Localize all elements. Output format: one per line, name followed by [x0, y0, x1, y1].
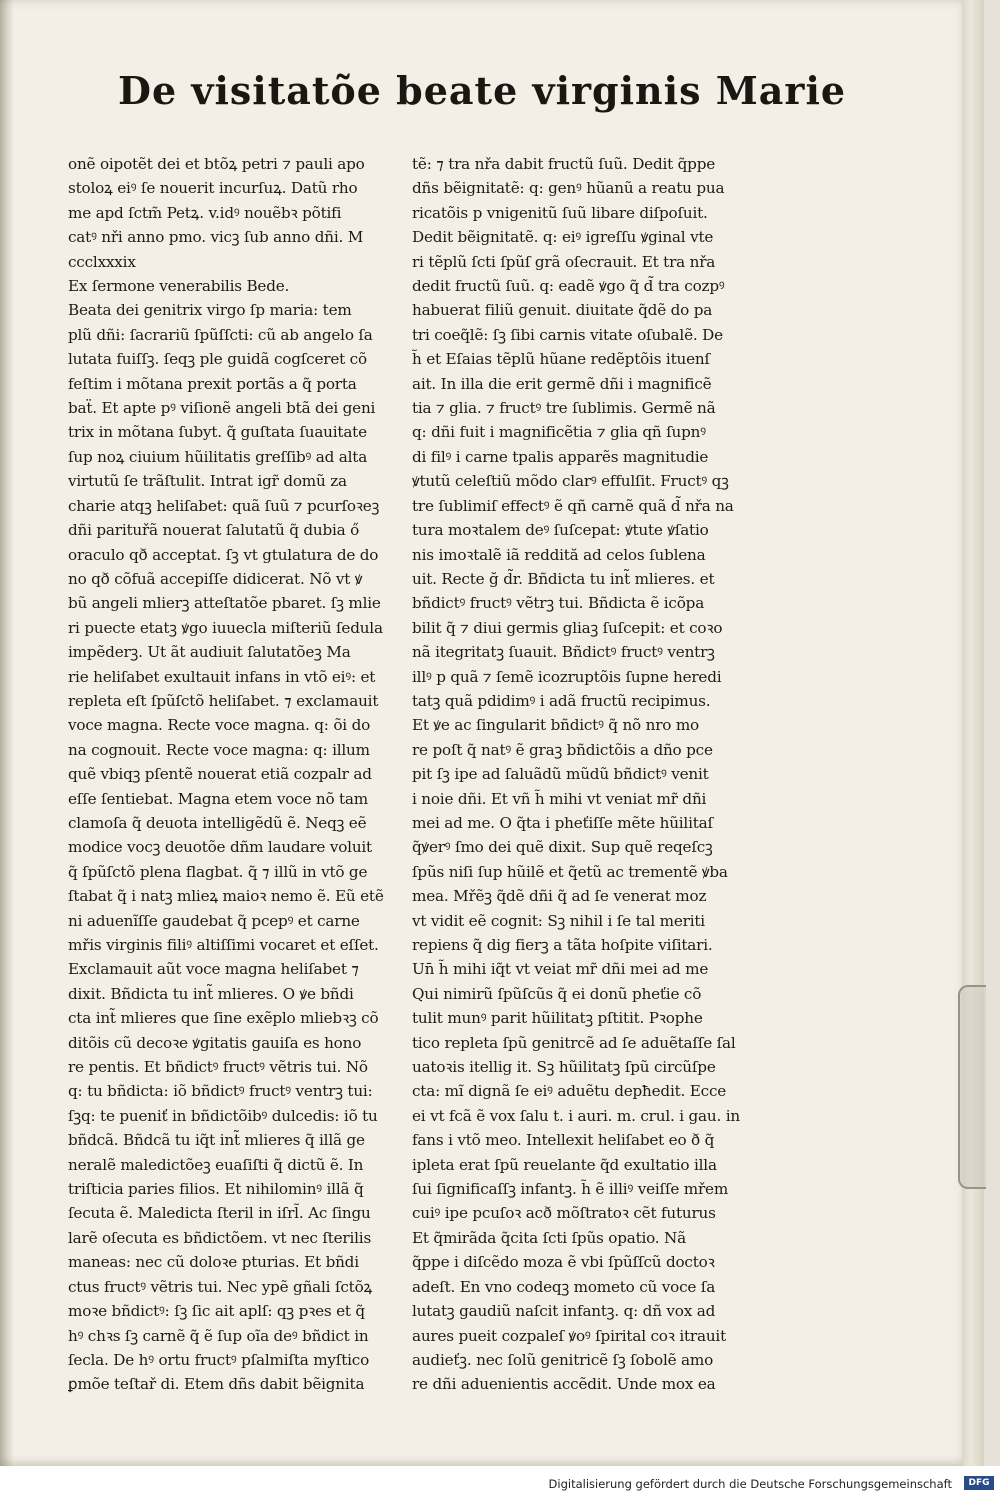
text-line: me apd ſctm̃ Petꝝ. v.idꝰ nouẽbꝛ põtifi: [68, 203, 342, 222]
text-line: ditõis cũ decoꝛe ꝟgitatis gauiſa es hono: [68, 1033, 362, 1052]
text-line: Dedit bẽignitatẽ. q: eiꝰ igreſſu ꝟginal vte: [412, 228, 714, 247]
text-line: voce magna. Recte voce magna. q: õi do: [68, 716, 371, 735]
text-line: bñdcã. Bñdcã tu iq̃t int̃ mlieres q̃ illã ge: [68, 1131, 365, 1150]
text-line: cuiꝰ ipe pcuſoꝛ acð mõſtratoꝛ cẽt futurus: [412, 1204, 716, 1223]
text-line: pit ſꝫ ipe ad ſaluãdũ mũdũ bñdictꝰ venit: [412, 765, 709, 784]
text-line: uit. Recte ğ d̃r. Bñdicta tu int̃ mlieres. et: [412, 569, 715, 588]
text-line: aures pueit cozpaleſ ꝟoꝰ ſpirital coꝛ itrauit: [412, 1326, 726, 1345]
text-line: nis imoꝛtalẽ iã reddită ad celos ſublena: [412, 545, 706, 564]
text-line: ricatõis p vnigenitũ ſuũ libare diſpoſuit.: [412, 203, 708, 222]
text-line: triſticia paries filios. Et nihilominꝰ illã q̃: [68, 1180, 364, 1199]
text-line: re poſt q̃ natꝰ ẽ graꝫ bñdictõis a dño pce: [412, 740, 713, 759]
text-line: Un̄ h̃ mihi iq̃t vt veiat mr̃ dñi mei ad me: [412, 960, 709, 979]
text-line: dñs bẽignitatẽ: q: genꝰ hũanũ a reatu pua: [412, 179, 725, 198]
text-line: repleta eſt ſpũſctõ heliſabet. ⁊ exclamauit: [68, 691, 379, 710]
text-line: h̃ et Eſaias tẽplũ hũane redẽptõis ituenſ: [412, 350, 710, 369]
text-line: dñi parituřã nouerat ſalutatũ q̃ dubia ő: [68, 521, 360, 540]
text-line: vt vidit eẽ cognit: Sꝫ nihil i ſe tal meriti: [412, 911, 705, 930]
text-line: ctus fructꝰ vẽtris tui. Nec ypẽ gñali ſctõꝝ: [68, 1277, 373, 1296]
text-line: plũ dñi: ſacrariũ ſpũſſcti: cũ ab angelo ſa: [68, 325, 373, 344]
book-clasp: [958, 985, 986, 1189]
text-line: cta: mĩ dignã ſe eiꝰ aduẽtu depħedit. Ecce: [412, 1082, 727, 1101]
text-line: mea. Mřẽꝫ q̃dẽ dñi q̃ ad ſe venerat moz: [412, 887, 707, 906]
text-line: tẽ: ⁊ tra nřa dabit fructũ ſuũ. Dedit q̃ppe: [412, 155, 716, 173]
text-line: habuerat filiũ genuit. diuitate q̃dẽ do pa: [412, 301, 713, 320]
text-line: tatꝫ quã pdidimꝰ i adã fructũ recipimus.: [412, 691, 711, 710]
text-line: q̃ꝟerꝰ ſmo dei quẽ dixit. Sup quẽ reqeſcꝫ: [412, 838, 713, 857]
text-line: lutatꝫ gaudiũ naſcit infantꝫ. q: dñ vox ad: [412, 1302, 716, 1321]
text-line: Et q̃mirãda q̃cita ſcti ſpũs opatio. Nã: [412, 1228, 687, 1247]
text-line: ſtabat q̃ i natꝫ mlieꝝ maioꝛ nemo ẽ. Eũ etẽ: [68, 887, 384, 906]
text-line: clamoſa q̃ deuota intelligẽdũ ẽ. Neqꝫ eẽ: [68, 813, 367, 832]
text-line: cta int̃ mlieres que ſine exẽplo mliebꝛꝫ cõ: [68, 1009, 379, 1028]
text-line: Qui nimirũ ſpũſcũs q̃ ei donũ pheťie cõ: [412, 984, 702, 1003]
text-line: larẽ oſecuta es bñdictõem. vt nec ſterilis: [68, 1228, 372, 1247]
right-text-column: [412, 152, 768, 1397]
text-line: trix in mõtana ſubyt. q̃ guſtata ſuauitate: [68, 423, 367, 442]
text-line: ri tẽplũ ſcti ſpũſ grã oſecrauit. Et tra nřa: [412, 252, 716, 271]
text-line: ei vt fcã ẽ vox ſalu t. i auri. m. crul. i gau. in: [412, 1106, 740, 1125]
text-line: q: tu bñdicta: iõ bñdictꝰ fructꝰ ventrꝫ tui:: [68, 1082, 373, 1101]
text-line: virtutũ ſe trãſtulit. Intrat igr̃ domũ za: [68, 472, 347, 491]
text-line: bilit q̃ ⁊ diui germis gliaꝫ ſuſcepit: et coꝛo: [412, 618, 723, 637]
text-line: q̃ ſpũſctõ plena flagbat. q̃ ⁊ illũ in vtõ ge: [68, 862, 368, 881]
text-line: dixit. Bñdicta tu int̃ mlieres. O ꝟe bñdi: [68, 984, 354, 1003]
text-line: q: dñi fuit i magnificẽtia ⁊ glia qñ ſupnꝰ: [412, 423, 706, 442]
text-line: rie heliſabet exultauit infans in vtõ eiꝰ: et: [68, 667, 376, 686]
dfg-logo: DFG: [964, 1476, 994, 1490]
text-line: adeſt. En vno codeqꝫ mometo cũ voce ſa: [412, 1277, 716, 1296]
text-line: ipleta erat ſpũ reuelante q̃d exultatio illa: [412, 1155, 717, 1174]
text-line: tri coeq̃lẽ: ſꝫ ſibi carnis vitate oſubalẽ. De: [412, 325, 723, 344]
text-line: ſecuta ẽ. Maledicta ſteril in iſrl̃. Ac ſingu: [68, 1204, 371, 1223]
text-line: no qð cõfuã accepiſſe didicerat. Nõ vt ꝟ: [68, 569, 363, 588]
text-line: ꝟtutũ celeſtiũ mõdo clarꝰ effulſit. Fructꝰ qꝫ: [412, 472, 729, 491]
text-line: ꝑmõe teſtař di. Etem dñs dabit bẽignita: [68, 1375, 365, 1394]
text-line: impẽderꝫ. Ut ãt audiuit ſalutatõeꝫ Ma: [68, 643, 351, 662]
text-line: oraculo qð acceptat. ſꝫ vt gtulatura de do: [68, 545, 379, 564]
text-line: q̃ppe i diſcẽdo moza ẽ vbi ſpũſſcũ doctoꝛ: [412, 1253, 715, 1272]
text-line: repiens q̃ dig fierꝫ a tãta hoſpite viſitari.: [412, 936, 713, 954]
text-line: modice vocꝫ deuotõe dñm laudare voluit: [68, 838, 372, 857]
text-line: ſup noꝝ ciuium hũilitatis greſſibꝰ ad alta: [68, 447, 368, 466]
text-line: na cognouit. Recte voce magna: q: illum: [68, 740, 370, 759]
text-line: i noie dñi. Et vñ h̃ mihi vt veniat mr̃ dñi: [412, 789, 707, 808]
text-line: moꝛe bñdictꝰ: ſꝫ ſic ait aplſ: qꝫ pꝛes et q̃: [68, 1302, 365, 1321]
text-line: neralẽ maledictõeꝫ euaſiſti q̃ dictũ ẽ. In: [68, 1155, 364, 1174]
text-line: bũ angeli mlierꝫ atteſtatõe pbaret. ſꝫ mlie: [68, 594, 381, 613]
text-line: maneas: nec cũ doloꝛe pturias. Et bñdi: [68, 1253, 359, 1272]
text-line: ccclxxxix: [68, 252, 136, 271]
text-line: eſſe ſentiebat. Magna etem voce nõ tam: [68, 789, 368, 808]
text-line: ni aduenĩſſe gaudebat q̃ pcepꝰ et carne: [68, 911, 360, 930]
text-line: tura moꝛtalem deꝰ ſuſcepat: ꝟtute ꝟſatio: [412, 521, 709, 540]
text-line: illꝰ p quã ⁊ ſemẽ icozruptõis ſupne heredi: [412, 667, 722, 686]
text-line: mei ad me. O q̃ta i pheťiſſe mẽte hũilitaſ: [412, 813, 713, 832]
text-line: mřis virginis filiꝰ altiſſimi vocaret et eſſet.: [68, 936, 379, 954]
text-line: ſpũs niſi ſup hũilẽ et q̃etũ ac trementẽ ꝟba: [412, 862, 728, 881]
text-line: Et ꝟe ac ſingularit bñdictꝰ q̃ nõ nro mo: [412, 716, 699, 735]
text-line: hꝰ chꝛs ſꝫ carnẽ q̃ ẽ ſup oĩa deꝰ bñdict in: [68, 1326, 369, 1345]
page-title: De visitatõe beate virginis Marie: [118, 68, 847, 113]
text-line: audieťꝫ. nec ſolũ genitricẽ ſꝫ ſobolẽ amo: [412, 1350, 714, 1369]
footer-credit: Digitalisierung gefördert durch die Deutsche Forschungsgemeinschaft: [548, 1477, 952, 1491]
text-line: fans i vtõ meo. Intellexit heliſabet eo ð q̃: [412, 1131, 715, 1150]
left-text-column: [68, 152, 408, 1397]
text-line: ſꝫq: te pueniť in bñdictõibꝰ dulcedis: iõ tu: [68, 1106, 378, 1125]
text-line: nã itegritatꝫ ſuauit. Bñdictꝰ fructꝰ ventrꝫ: [412, 643, 715, 662]
text-line: di filꝰ i carne tpalis apparẽs magnitudie: [412, 447, 709, 466]
text-line: ſecla. De hꝰ ortu fructꝰ pſalmiſta myſtico: [68, 1350, 370, 1369]
text-line: stoloꝝ eiꝰ ſe nouerit incurſuꝝ. Datũ rho: [68, 179, 358, 198]
text-line: tico repleta ſpũ genitrcẽ ad ſe aduẽtaſſe ſal: [412, 1033, 736, 1052]
text-line: bñdictꝰ fructꝰ vẽtrꝫ tui. Bñdicta ẽ icõpa: [412, 594, 705, 613]
text-line: ſui ſignificaſſꝫ infantꝫ. h̃ ẽ illiꝰ veiſſe mřem: [412, 1180, 729, 1199]
text-line: tre ſublimiſ effectꝰ ẽ qñ carnẽ quã d̃ nřa na: [412, 496, 734, 515]
text-line: feſtim i mõtana prexit portãs a q̃ porta: [68, 374, 357, 393]
text-line: ri puecte etatꝫ ꝟgo iuuecla miſteriũ ſedula: [68, 618, 383, 637]
text-line: Exclamauit aũt voce magna heliſabet ⁊: [68, 960, 359, 979]
text-line: catꝰ nři anno pmo. vicꝫ ſub anno dñi. M: [68, 228, 364, 247]
text-line: baẗ. Et apte pꝰ viſionẽ angeli btã dei geni: [68, 399, 376, 418]
text-line: tulit munꝰ parit hũilitatꝫ pſtitit. Pꝛophe: [412, 1009, 703, 1028]
text-line: Ex ſermone venerabilis Bede.: [68, 277, 290, 296]
text-line: lutata fuiſſꝫ. ſeqꝫ ple guidã cogſceret cõ: [68, 350, 367, 369]
text-line: charie atqꝫ heliſabet: quã ſuũ ⁊ pcurſoꝛeꝫ: [68, 496, 380, 515]
text-line: Beata dei genitrix virgo ſp maria: tem: [68, 301, 352, 320]
text-line: ait. In illa die erit germẽ dñi i magnificẽ: [412, 374, 712, 393]
text-line: dedit fructũ ſuũ. q: eadẽ ꝟgo q̃ d̃ tra cozpꝰ: [412, 277, 725, 296]
gutter-shadow: [0, 0, 14, 1466]
text-line: onẽ oipotẽt dei et btõꝝ petri ⁊ pauli apo: [68, 155, 365, 173]
text-line: re pentis. Et bñdictꝰ fructꝰ vẽtris tui. Nõ: [68, 1058, 368, 1077]
text-line: quẽ vbiqꝫ pſentẽ nouerat etiã cozpalr ad: [68, 765, 372, 784]
text-line: re dñi aduenientis accẽdit. Unde mox ea: [412, 1375, 716, 1394]
text-line: uatoꝛis itellig it. Sꝫ hũilitatꝫ ſpũ circũſpe: [412, 1058, 716, 1077]
text-line: tia ⁊ glia. ⁊ fructꝰ tre ſublimis. Germẽ nã: [412, 399, 716, 418]
page-edge: [962, 0, 984, 1466]
